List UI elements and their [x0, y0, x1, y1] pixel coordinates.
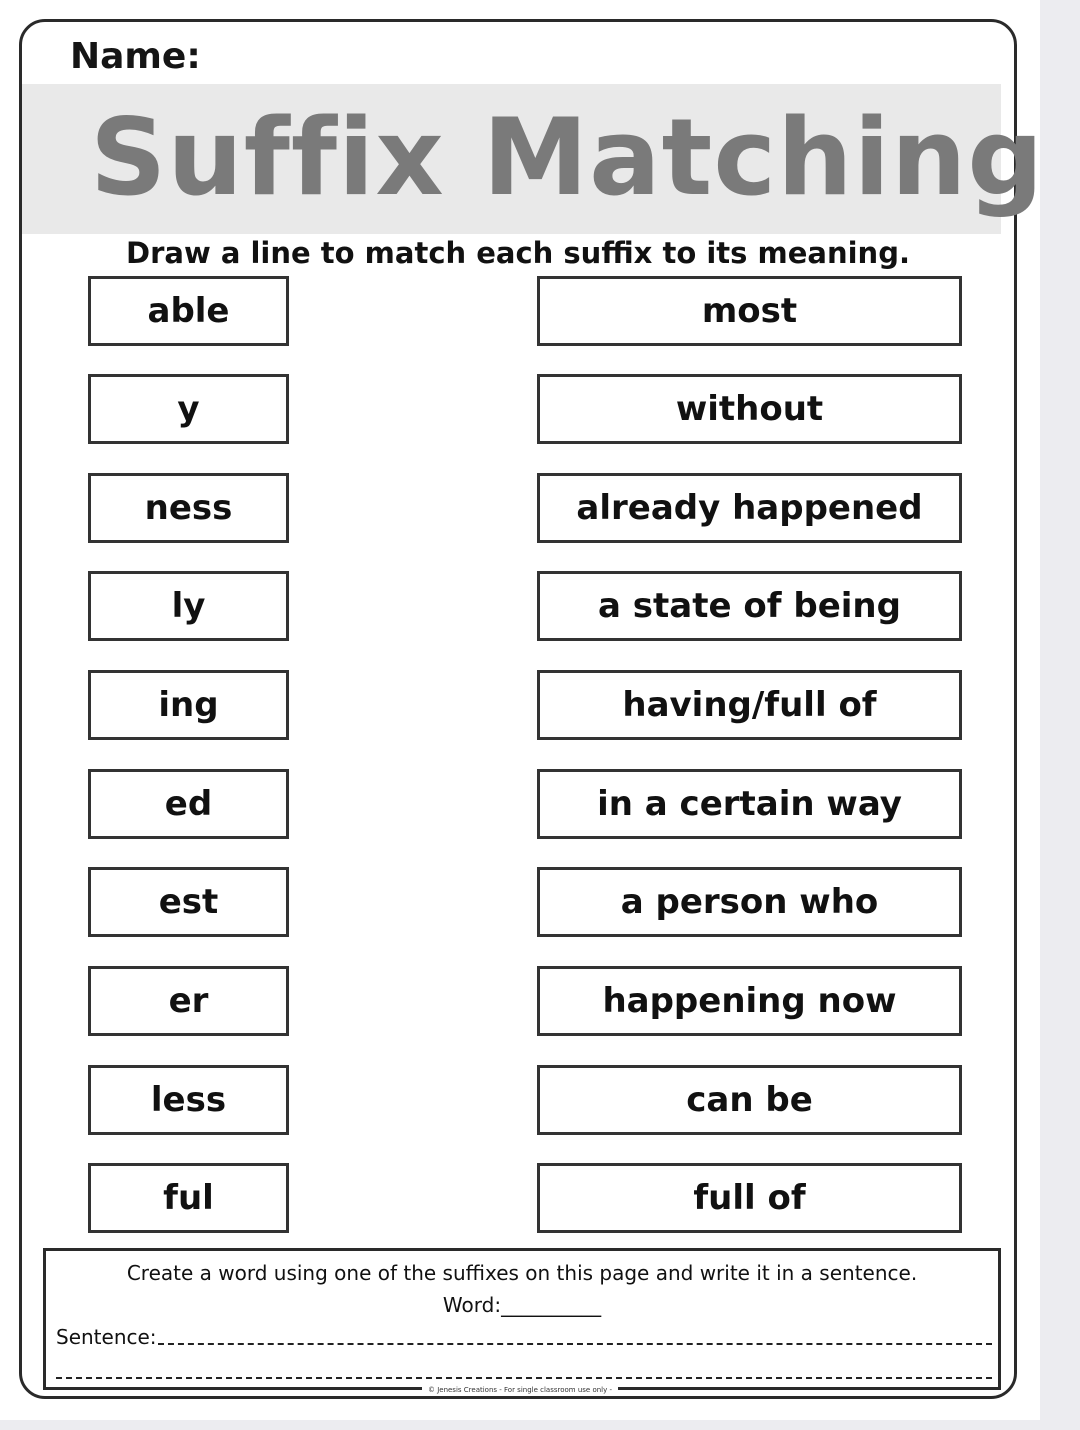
- meaning-box-can-be: can be: [537, 1065, 962, 1135]
- suffix-box-ly: ly: [88, 571, 289, 641]
- meaning-box-without: without: [537, 374, 962, 444]
- suffix-box-ing: ing: [88, 670, 289, 740]
- credit-text: © Jenesis Creations - For single classroom use only -: [422, 1386, 618, 1394]
- worksheet-title: Suffix Matching: [90, 96, 1045, 219]
- name-label: Name:: [70, 36, 201, 77]
- meaning-box-person-who: a person who: [537, 867, 962, 937]
- suffix-box-ness: ness: [88, 473, 289, 543]
- sentence-rule: [158, 1343, 992, 1345]
- suffix-box-y: y: [88, 374, 289, 444]
- writing-box: [43, 1248, 1001, 1390]
- suffix-box-est: est: [88, 867, 289, 937]
- meaning-box-state-of-being: a state of being: [537, 571, 962, 641]
- suffix-box-ful: ful: [88, 1163, 289, 1233]
- meaning-box-happening-now: happening now: [537, 966, 962, 1036]
- word-line: Word:__________: [442, 1293, 602, 1317]
- sentence-label: Sentence:: [56, 1325, 157, 1349]
- suffix-box-ed: ed: [88, 769, 289, 839]
- suffix-box-able: able: [88, 276, 289, 346]
- meaning-box-already-happened: already happened: [537, 473, 962, 543]
- instructions: Draw a line to match each suffix to its meaning.: [126, 236, 910, 270]
- meaning-box-full-of: full of: [537, 1163, 962, 1233]
- credit-line: [0, 1386, 1040, 1394]
- suffix-box-less: less: [88, 1065, 289, 1135]
- meaning-box-having-full-of: having/full of: [537, 670, 962, 740]
- writing-prompt: Create a word using one of the suffixes on this page and write it in a sentence.: [126, 1261, 918, 1285]
- meaning-box-certain-way: in a certain way: [537, 769, 962, 839]
- suffix-box-er: er: [88, 966, 289, 1036]
- meaning-box-most: most: [537, 276, 962, 346]
- second-sentence-rule: [56, 1377, 992, 1379]
